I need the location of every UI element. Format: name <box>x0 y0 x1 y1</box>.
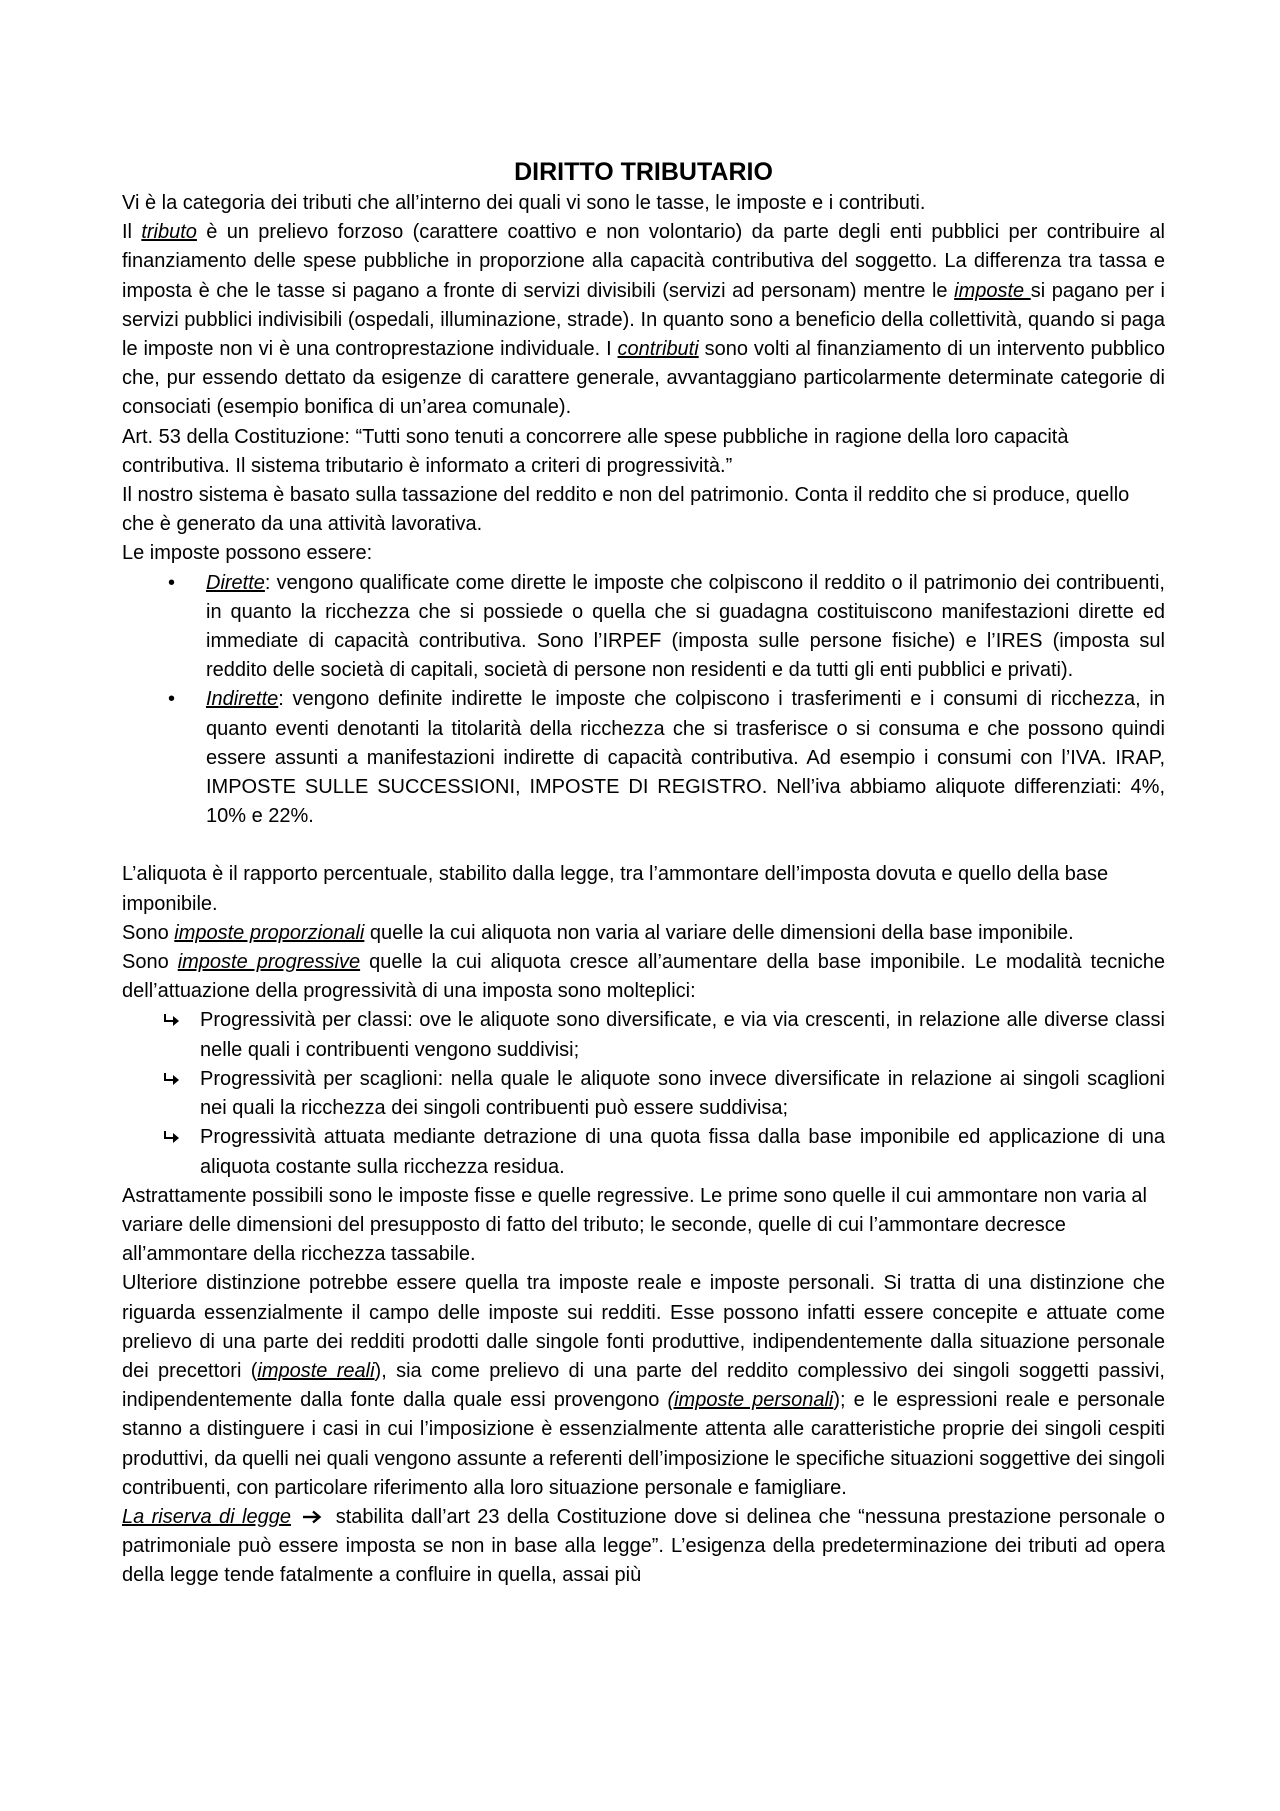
curved-arrow-icon <box>162 1130 182 1146</box>
term-tributo: tributo <box>141 221 197 244</box>
progressivita-scaglioni-text: Progressività per scaglioni: nella quale le aliquote sono invece diversificate in relazione ai singoli scaglioni nei quali la ricchezza dei singoli contribuenti può essere suddivisa; <box>200 1067 1165 1120</box>
ulteriore-text-1: Ulteriore distinzione potrebbe essere quella tra imposte reale e imposte personali. Si tratta di una distinzione che riguarda essenzialmente il campo delle imposte sui redditi. Esse possono infatti essere concepite e attuate come prelievo di una parte dei redditi prodotti dalle singole fonti produttive, indipendentemente dalla situazione personale dei precettori ( <box>122 1272 1165 1382</box>
riserva-paragraph <box>122 1503 1165 1591</box>
tributo-text-2: si pagano per i servizi pubblici indivisibili (ospedali, illuminazione, strade). In quanto sono a beneficio della collettività, quando si paga le imposte non vi è una controprestazione individuale. I <box>122 279 1165 361</box>
progressivita-detrazione-text: Progressività attuata mediante detrazione di una quota fissa dalla base imponibile ed applicazione di una aliquota costante sulla ricchezza residua. <box>200 1126 1165 1178</box>
document-title: DIRITTO TRIBUTARIO <box>514 158 773 186</box>
tributo-text-1: è un prelievo forzoso (carattere coattivo e non volontario) da parte degli enti pubblici per contribuire al finanziamento delle spese pubbliche in proporzione alla capacità contributiva del soggetto. La differenza tra tassa e imposta è che le tasse si pagano a fronte di servizi divisibili (servizi ad personam) mentre le <box>122 221 1165 302</box>
term-imposte: imposte <box>954 279 1031 302</box>
list-item <box>168 685 1165 831</box>
tributo-pre: Il <box>122 221 142 244</box>
term-imposte-proporzionali: imposte proporzionali <box>174 921 365 944</box>
term-imposte-personali: (imposte personali <box>667 1389 834 1412</box>
list-item <box>168 569 1165 686</box>
list-item <box>200 1006 1165 1064</box>
ulteriore-text-2: ), sia come prelievo di una parte del reddito complessivo dei singoli soggetti passivi, indipendentemente dalla fonte dalla quale essi provengono <box>122 1359 1165 1412</box>
progressive-pre: Sono <box>122 951 178 974</box>
ulteriore-text-3: ); e le espressioni reale e personale stanno a distinguere i casi in cui l’imposizione è essenzialmente attenta alle caratteristiche proprie dei singoli cespiti produttivi, da quelli nei quali vengono assunte a referenti dell’imposizione le specifiche situazioni soggettive dei singoli contribuenti, con particolare riferimento alla loro situazione personale e famigliare. <box>122 1389 1165 1499</box>
term-dirette: Dirette <box>206 571 265 594</box>
tributo-text-3: sono volti al finanziamento di un intervento pubblico che, pur essendo dettato da esigenze di carattere generale, avvantaggiano particolarmente determinate categorie di consociati (esempio bonifica di un’area comunale). <box>122 338 1165 419</box>
bullet-icon: • <box>168 571 176 594</box>
arrow-right-icon <box>302 1510 324 1524</box>
curved-arrow-icon <box>162 1013 182 1029</box>
term-contributi: contributi <box>617 338 699 361</box>
term-imposte-reali: imposte reali <box>257 1359 375 1382</box>
aliquota-paragraph: L’aliquota è il rapporto percentuale, stabilito dalla legge, tra l’ammontare dell’imposta dovuta e quello della base imponibile. <box>122 863 1109 915</box>
progressive-paragraph <box>122 948 1165 1006</box>
proporzionali-pre: Sono <box>122 921 175 944</box>
astrattamente-paragraph: Astrattamente possibili sono le imposte fisse e quelle regressive. Le prime sono quelle il cui ammontare non varia al variare delle dimensioni del presupposto di fatto del tributo; le seconde, quelle di cui l’ammontare decresce all’ammontare della ricchezza tassabile. <box>122 1184 1147 1266</box>
tributo-paragraph <box>122 218 1165 422</box>
progressive-text: quelle la cui aliquota cresce all’aumentare della base imponibile. Le modalità tecniche dell’attuazione della progressività di una imposta sono molteplici: <box>122 951 1166 1003</box>
blank-line <box>122 831 1165 860</box>
ulteriore-paragraph <box>122 1269 1165 1503</box>
imposte-intro: Le imposte possono essere: <box>122 542 373 565</box>
list-item <box>200 1065 1165 1123</box>
dirette-text: : vengono qualificate come dirette le imposte che colpiscono il reddito o il patrimonio dei contribuenti, in quanto la ricchezza che si possiede o quella che si guadagna costituiscono manifestazioni dirette ed immediate di capacità contributiva. Sono l’IRPEF (imposta sulle persone fisiche) e l’IRES (imposta sul reddito delle società di capitali, società di persone non residenti e da tutti gli enti pubblici e privati). <box>206 571 1165 682</box>
art53-paragraph: Art. 53 della Costituzione: “Tutti sono tenuti a concorrere alle spese pubbliche in ragione della loro capacità contributiva. Il sistema tributario è informato a criteri di progressività.” <box>122 425 1069 477</box>
list-item <box>200 1123 1165 1181</box>
progressivita-classi-text: Progressività per classi: ove le aliquote sono diversificate, e via via crescenti, in relazione alle diverse classi nelle quali i contribuenti vengono suddivisi; <box>200 1009 1165 1061</box>
curved-arrow-icon <box>162 1072 182 1088</box>
intro-paragraph: Vi è la categoria dei tributi che all’interno dei quali vi sono le tasse, le imposte e i contributi. <box>122 192 926 214</box>
riserva-text: stabilita dall’art 23 della Costituzione dove si delinea che “nessuna prestazione personale o patrimoniale può essere imposta se non in base alla legge”. L’esigenza della predeterminazione dei tributi ad opera della legge tende fatalmente a confluire in quella, assai più <box>122 1505 1165 1587</box>
progressivita-list <box>122 1006 1165 1181</box>
indirette-text: : vengono definite indirette le imposte che colpiscono i trasferimenti e i consumi di ricchezza, in quanto eventi denotanti la titolarità della ricchezza che si trasferisce o si consuma e che possono quindi essere assunti a manifestazioni indirette di capacità contributiva. Ad esempio i consumi con l’IVA. IRAP, IMPOSTE SULLE SUCCESSIONI, IMPOSTE DI REGISTRO. Nell’iva abbiamo aliquote differenziati: 4%, 10% e 22%. <box>206 688 1165 828</box>
term-indirette: Indirette <box>206 688 279 711</box>
bullet-icon: • <box>168 688 176 711</box>
imposte-types-list <box>122 569 1165 832</box>
sistema-paragraph: Il nostro sistema è basato sulla tassazione del reddito e non del patrimonio. Conta il reddito che si produce, quello che è generato da una attività lavorativa. <box>122 484 1130 536</box>
term-riserva-di-legge: La riserva di legge <box>122 1505 291 1528</box>
term-imposte-progressive: imposte progressive <box>177 951 361 974</box>
proporzionali-text: quelle la cui aliquota non varia al variare delle dimensioni della base imponibile. <box>364 921 1074 944</box>
proporzionali-paragraph <box>122 919 1165 948</box>
